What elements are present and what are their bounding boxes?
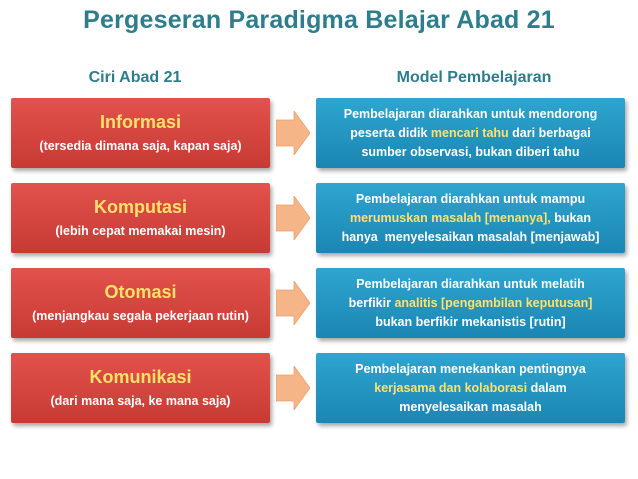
trait-heading: Informasi xyxy=(99,112,182,132)
model-line: bukan xyxy=(550,210,592,225)
model-highlight: analitis [pengambilan keputusan] xyxy=(394,295,593,310)
model-text xyxy=(343,275,599,332)
trait-box-komunikasi xyxy=(11,353,270,423)
model-line: Pembelajaran diarahkan untuk melatih xyxy=(356,276,585,291)
trait-subtitle: (menjangkau segala pekerjaan rutin) xyxy=(32,309,249,323)
model-line: dari berbagai xyxy=(508,125,591,140)
model-line: dalam xyxy=(527,380,567,395)
model-text xyxy=(349,360,592,417)
row-informasi xyxy=(0,98,638,168)
trait-subtitle: (tersedia dimana saja, kapan saja) xyxy=(39,139,242,153)
right-arrow-icon xyxy=(276,366,310,410)
model-text xyxy=(336,190,606,247)
right-arrow-icon xyxy=(276,196,310,240)
right-arrow-icon xyxy=(276,281,310,325)
model-line: berfikir xyxy=(348,295,395,310)
column-header-right: Model Pembelajaran xyxy=(396,69,552,86)
trait-box-informasi xyxy=(11,98,270,168)
page-title: Pergeseran Paradigma Belajar Abad 21 xyxy=(83,6,555,34)
model-box-komunikasi xyxy=(316,353,625,423)
model-box-komputasi xyxy=(316,183,625,253)
row-komputasi xyxy=(0,183,638,253)
model-line: Pembelajaran diarahkan untuk mendorong xyxy=(343,106,598,121)
model-line: sumber observasi, bukan diberi tahu xyxy=(361,144,580,159)
model-line: peserta didik xyxy=(350,125,431,140)
model-highlight: merumuskan masalah [menanya], xyxy=(349,210,551,225)
trait-box-komputasi xyxy=(11,183,270,253)
row-komunikasi xyxy=(0,353,638,423)
trait-heading: Komputasi xyxy=(93,197,187,217)
model-text xyxy=(338,105,604,162)
model-box-informasi xyxy=(316,98,625,168)
model-line: hanya menyelesaikan masalah [menjawab] xyxy=(341,229,600,244)
model-line: bukan berfikir mekanistis [rutin] xyxy=(375,314,566,329)
row-otomasi xyxy=(0,268,638,338)
model-line: menyelesaikan masalah xyxy=(399,399,542,414)
trait-subtitle: (lebih cepat memakai mesin) xyxy=(55,224,226,238)
trait-heading: Komunikasi xyxy=(89,367,192,387)
model-box-otomasi xyxy=(316,268,625,338)
right-arrow-icon xyxy=(276,111,310,155)
model-highlight: kerjasama dan kolaborasi xyxy=(374,380,528,395)
trait-subtitle: (dari mana saja, ke mana saja) xyxy=(50,394,231,408)
model-line: Pembelajaran menekankan pentingnya xyxy=(355,361,586,376)
model-line: Pembelajaran diarahkan untuk mampu xyxy=(355,191,586,206)
model-highlight: mencari tahu xyxy=(430,125,509,140)
column-header-left: Ciri Abad 21 xyxy=(88,69,182,86)
trait-heading: Otomasi xyxy=(104,282,177,302)
trait-box-otomasi xyxy=(11,268,270,338)
